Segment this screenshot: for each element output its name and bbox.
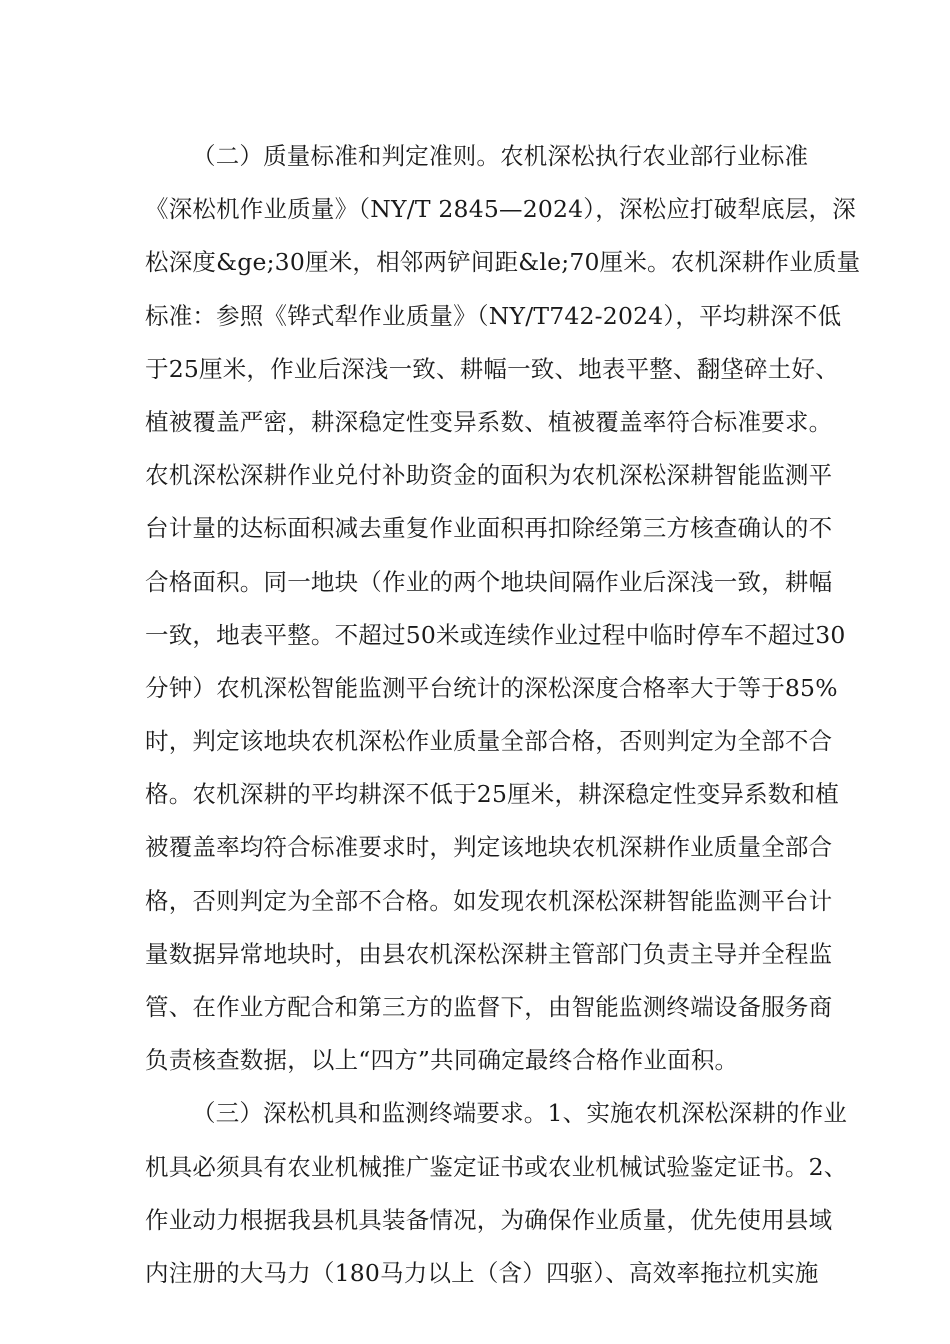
text-line: 一致，地表平整。不超过50米或连续作业过程中临时停车不超过30 [145,620,846,649]
text-line: 负责核查数据，以上“四方”共同确定最终合格作业面积。 [145,1046,739,1075]
text-line: （三）深松机具和监测终端要求。1、实施农机深松深耕的作业 [192,1099,848,1128]
text-line: 《深松机作业质量》（NY/T 2845—2024），深松应打破犁底层，深 [145,195,856,224]
text-line: 管、在作业方配合和第三方的监督下，由智能监测终端设备服务商 [145,993,833,1021]
text-line: 量数据异常地块时，由县农机深松深耕主管部门负责主导并全程监 [145,939,833,968]
text-line: 合格面积。同一地块（作业的两个地块间隔作业后深浅一致，耕幅 [145,567,833,596]
text-line: 农机深松深耕作业兑付补助资金的面积为农机深松深耕智能监测平 [145,461,833,490]
text-line: （二）质量标准和判定准则。农机深松执行农业部行业标准 [192,142,809,170]
text-line: 松深度&ge;30厘米，相邻两铲间距&le;70厘米。农机深耕作业质量 [145,248,861,277]
text-line: 于25厘米，作业后深浅一致、耕幅一致、地表平整、翻垡碎土好、 [145,354,839,383]
text-line: 格，否则判定为全部不合格。如发现农机深松深耕智能监测平台计 [145,886,833,915]
text-line: 标准：参照《铧式犁作业质量》（NY/T742-2024），平均耕深不低 [145,301,842,330]
text-line: 被覆盖率均符合标准要求时，判定该地块农机深耕作业质量全部合 [145,833,833,862]
text-line: 时，判定该地块农机深松作业质量全部合格，否则判定为全部不合 [145,727,833,756]
text-line: 机具必须具有农业机械推广鉴定证书或农业机械试验鉴定证书。2、 [145,1152,848,1181]
text-line: 台计量的达标面积减去重复作业面积再扣除经第三方核查确认的不 [145,514,833,543]
text-line: 植被覆盖严密，耕深稳定性变异系数、植被覆盖率符合标准要求。 [145,407,833,436]
text-line: 分钟）农机深松智能监测平台统计的深松深度合格率大于等于85% [145,673,838,702]
text-line: 作业动力根据我县机具装备情况，为确保作业质量，优先使用县域 [145,1205,833,1234]
text-line: 格。农机深耕的平均耕深不低于25厘米，耕深稳定性变异系数和植 [145,780,839,809]
text-line: 内注册的大马力（180马力以上（含）四驱）、高效率拖拉机实施 [145,1258,819,1287]
body-text [145,130,861,1300]
